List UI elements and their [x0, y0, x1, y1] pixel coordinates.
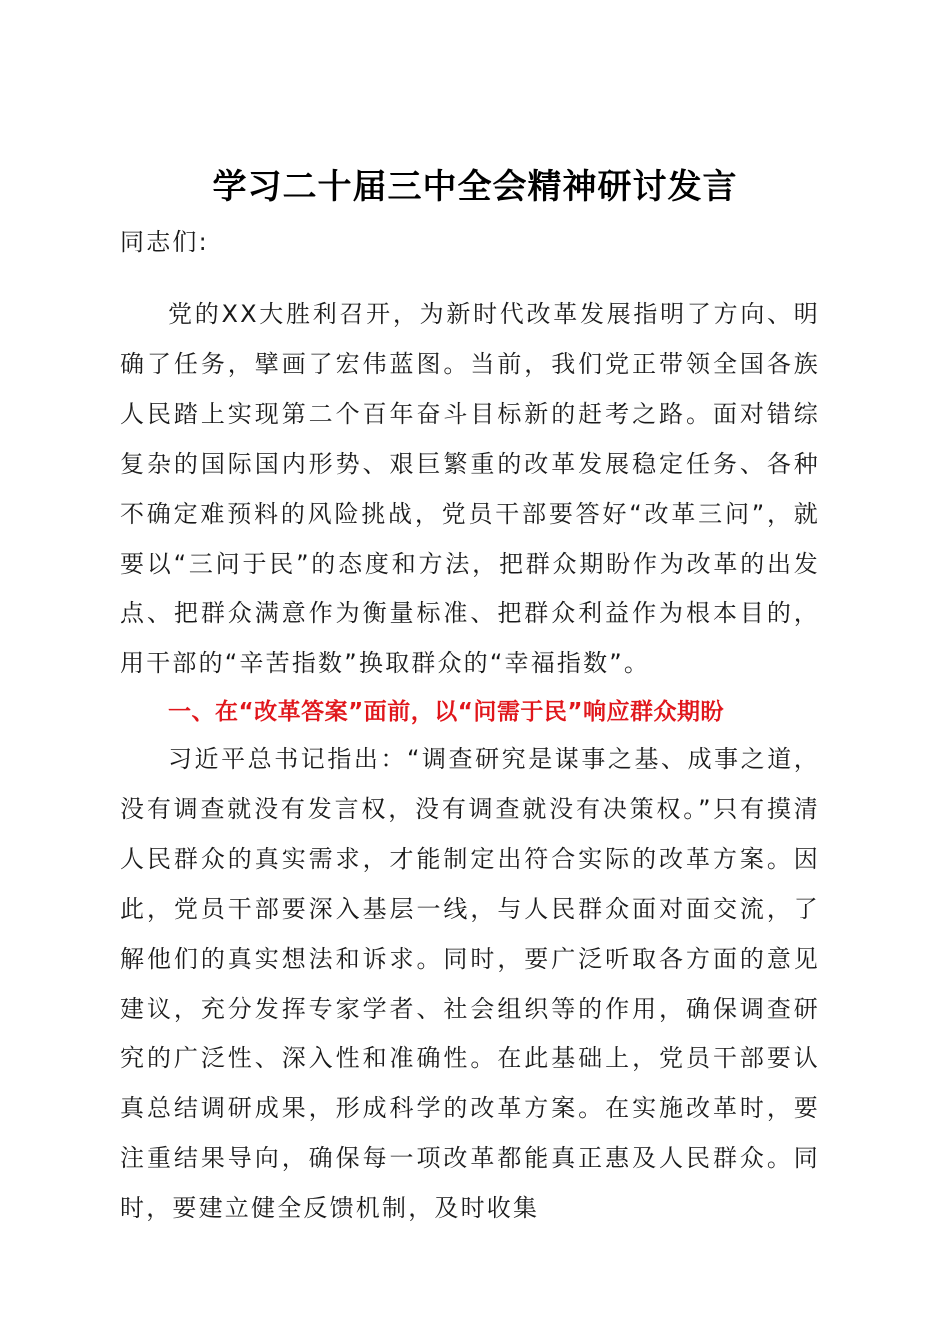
paragraph-intro: 党的XX大胜利召开，为新时代改革发展指明了方向、明确了任务，擘画了宏伟蓝图。当前，我们党正带领全国各族人民踏上实现第二个百年奋斗目标新的赶考之路。面对错综复杂的国际国内形势、艰巨繁重的改革发展稳定任务、各种不确定难预料的风险挑战，党员干部要答好“改革三问”，就要以“三问于民”的态度和方法，把群众期盼作为改革的出发点、把群众满意作为衡量标准、把群众利益作为根本目的，用干部的“辛苦指数”换取群众的“幸福指数”。: [120, 300, 820, 678]
document-title: 学习二十届三中全会精神研讨发言: [212, 167, 738, 207]
salutation: 同志们:: [120, 228, 209, 256]
section-heading-1: 一、在“改革答案”面前，以“问需于民”响应群众期盼: [168, 699, 724, 725]
paragraph-section-1: 习近平总书记指出：“调查研究是谋事之基、成事之道，没有调查就没有发言权，没有调查就没有决策权。”只有摸清人民群众的真实需求，才能制定出符合实际的改革方案。因此，党员干部要深入基层一线，与人民群众面对面交流，了解他们的真实想法和诉求。同时，要广泛听取各方面的意见建议，充分发挥专家学者、社会组织等的作用，确保调查研究的广泛性、深入性和准确性。在此基础上，党员干部要认真总结调研成果，形成科学的改革方案。在实施改革时，要注重结果导向，确保每一项改革都能真正惠及人民群众。同时，要建立健全反馈机制，及时收集: [120, 745, 820, 1223]
